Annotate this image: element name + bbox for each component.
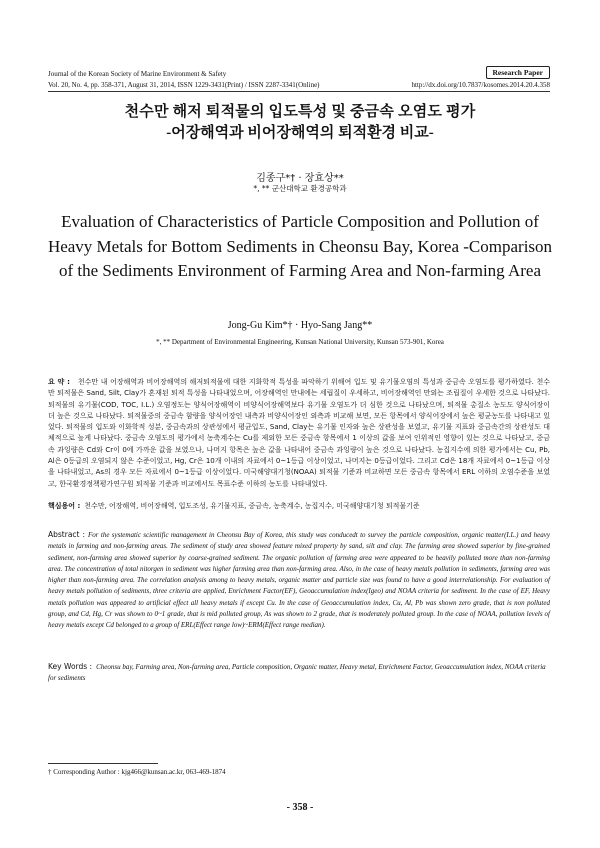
korean-abstract xyxy=(48,377,550,490)
korean-abstract-label: 요 약 : xyxy=(48,378,70,386)
english-abstract xyxy=(48,529,550,632)
doi-link[interactable]: http://dx.doi.org/10.7837/kosomes.2014.20.4.358 xyxy=(411,81,550,89)
korean-keywords-text: 천수만, 어장해역, 비어장해역, 입도조성, 유기물지표, 중금속, 농축계수, 농집지수, 미국해양대기청 퇴적물기준 xyxy=(84,502,420,510)
english-abstract-text: For the systematic scientific management in Cheonsu Bay of Korea, this study was conducedt to survey the particle composition, organic matter(I.L.) and heavy metals in farming and non-farming areas. The sediment of study area showed feature mixed property by sand, silt and clay. The farming area showed superior by fine-grained sediment, non-farming area showed superior by coarse-grained sediment. The organic pollution of farming area were appeared to be heavily polluted more than non-farming area. The concentration of total nitorgen in sediment was higher farming area than non-farming area. Also, in the case of heavy metals pollution in sediments, farming area was higher than non-farming area. The correlation analysis among to heavy metals, organic matter and particle size was found to have a good interrelationship. For evaluation of heavy metals pollution of sediments, three criteria are applied, Enrichment Factor(EF), Geoaccumulation index(Igeo) and NOAA criteria for sediment. In the case of EF, Heavy metals pollution was appeared to artificial effect all heavy metals if except Cu. In the case of Geoaccumulation index, Cu, Al, Pb was shown zero grade, that is non polluted group, and Cd, Hg, Cr was shown to 0~1 grade, that is mid polluted group, As was shown to 2 grade, that is moderately polluted group. In the case of NOAA, pollution levels of heavy metals except Cd belonged to a group of ERL(Effect range low)~ERM(Effect range median). xyxy=(48,531,550,630)
korean-affiliation: *, ** 군산대학교 환경공학과 xyxy=(253,184,347,193)
page-number: - 358 - xyxy=(286,802,314,813)
english-authors: Jong-Gu Kim*† · Hyo-Sang Jang** xyxy=(227,320,373,331)
korean-keywords-label: 핵심용어 : xyxy=(48,502,81,510)
footnote-divider xyxy=(48,763,158,764)
english-keywords xyxy=(48,661,550,685)
korean-keywords xyxy=(48,501,550,512)
english-keywords-text: Cheonsu bay, Farming area, Non-farming area, Particle composition, Organic matter, Heavy metal, Enrichment Factor, Geoaccumulation index, NOAA criteria for sediments xyxy=(48,663,546,683)
korean-title-line1: 천수만 해저 퇴적물의 입도특성 및 중금속 오염도 평가 xyxy=(124,104,476,120)
header-divider xyxy=(48,91,550,92)
english-keywords-label: Key Words : xyxy=(48,662,93,671)
korean-authors: 김종구*† · 장효상** xyxy=(256,173,344,184)
english-affiliation: *, ** Department of Environmental Engineering, Kunsan National University, Kunsan 573-901, Korea xyxy=(156,338,444,346)
korean-abstract-text: 천수만 내 어장해역과 비어장해역의 해저퇴적물에 대한 지화학적 특성을 파악하기 위해여 입도 및 유기물오염의 특성과 중금속 오염도를 평가하였다. 천수만 퇴적물은 Sand, Silt, Clay가 혼재된 퇴적 특성을 나타내었으며, 어장해역인 만내에는 세립질이 우세하고, 비어장해역인 만외는 조립질이 우세한 것으로 나타났다. 퇴적물의 유기물(COD, TOC, I.L.) 오염정도는 양식어장해역이 비양식어장해역보다 유기물 오염도가 더 심한 것으로 나타났으며, 퇴적물 총질소 농도도 양식어장이 더 높은 것으로 나타났다. 퇴적물중의 중금속 함량을 양식어장인 내측과 비양식어장인 외측과 비교해 보면, 모든 항목에서 양식어장에서 높은 평균농도를 나타내고 있었다. 퇴적물의 입도와 이화학적 성분, 중금속과의 상관성에서 평균입도, Sand, Clay는 유기물 인자와 높은 상관성을 보였고, 유기물 지표와 중금속간의 상관성도 대체적으로 높게 나타났다. 중금속 오염도의 평가에서 농축계수는 Cu를 제외한 모든 중금속 항목에서 1 이상의 값을 보여 인위적인 영향이 있는 것으로 나타났고, 중금속 과잉량은 Cd와 Cr이 0에 가까운 값을 보였으나, 나머지 항목은 높은 값을 나타내어 중금속 과잉량이 높은 것으로 나타났다. 농집지수에 의한 평가에서는 Cu, Pb, Al은 0등급의 오염되지 않은 수준이었고, Hg, Cr은 10개 이내의 자료에서 0~1등급 이상이었고, 나머지는 0등급이었다. 그리고 Cd은 18개 자료에서 0~1등급 이상을 나타내었고, As의 경우 모든 자료에서 0~1등급 이상이었다. 미국해양대기청(NOAA) 퇴적물 기준과 비교하면 모든 중금속 항목에서 ERL 이하의 오염수준을 보였고, 한국환경정책평가연구원 퇴적물 기준과 비교에서도 목표수준 이하의 농도를 나타내었다. xyxy=(48,378,550,488)
korean-title-line2: -어장해역과 비어장해역의 퇴적환경 비교- xyxy=(166,125,434,141)
article-type-badge: Research Paper xyxy=(486,66,550,79)
journal-name: Journal of the Korean Society of Marine Environment & Safety xyxy=(48,70,227,78)
english-title: Evaluation of Characteristics of Particle Composition and Pollution of Heavy Metals for Bottom Sediments in Cheonsu Bay, Korea -Comparison of the Sediments Environment of Farming Area and Non-farming Area xyxy=(47,212,553,280)
citation-line: Vol. 20, No. 4, pp. 358-371, August 31, 2014, ISSN 1229-3431(Print) / ISSN 2287-3341(Online) xyxy=(48,81,320,89)
english-abstract-label: Abstract : xyxy=(48,530,86,539)
corresponding-author-note: † Corresponding Author : kjg466@kunsan.ac.kr, 063-469-1874 xyxy=(48,768,226,776)
